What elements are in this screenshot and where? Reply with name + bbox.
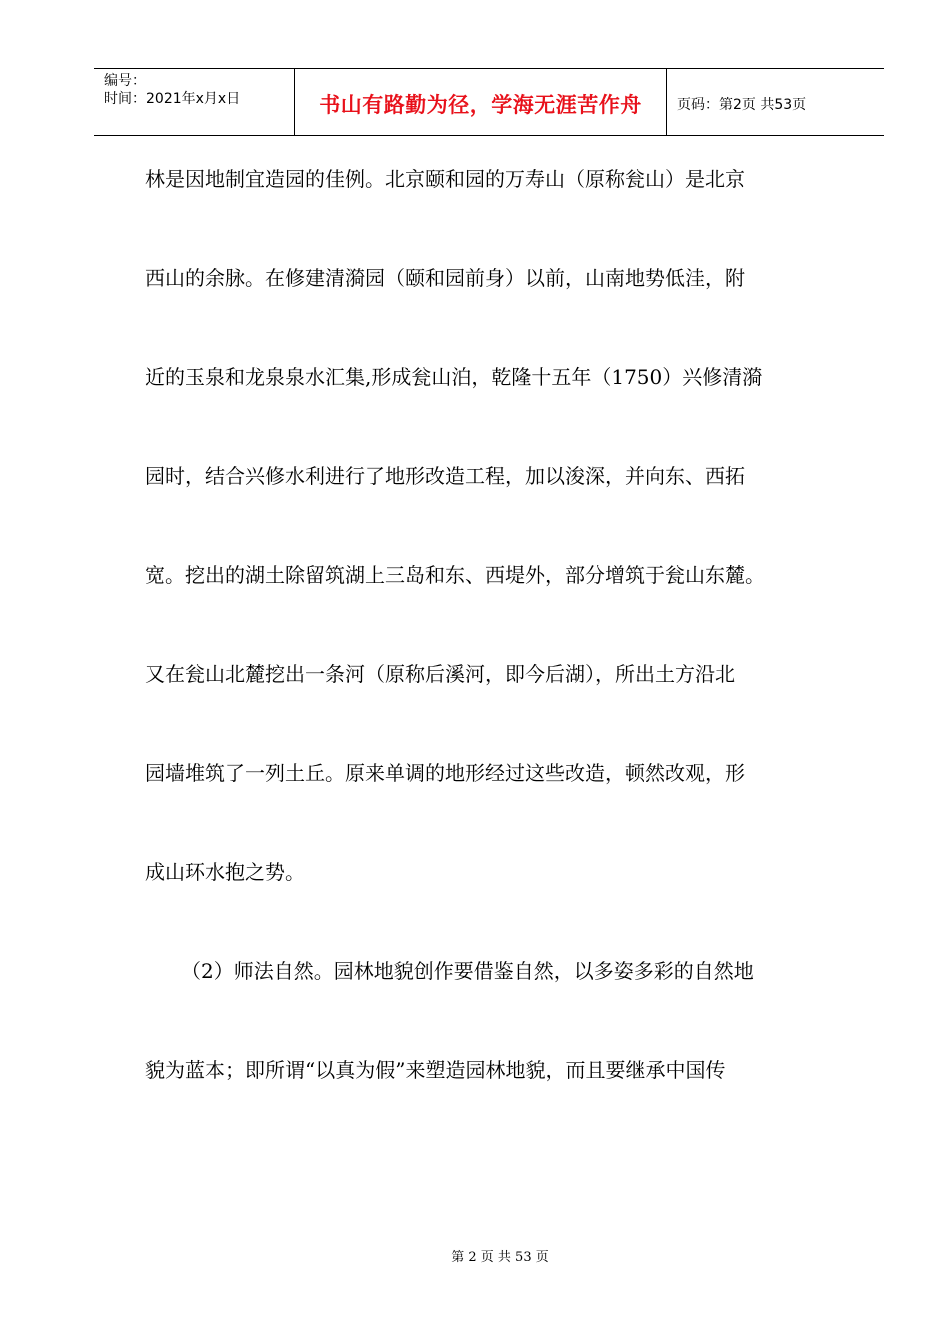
body-line: 园时，结合兴修水利进行了地形改造工程，加以浚深，并向东、西拓 bbox=[145, 464, 745, 488]
body-line: 貌为蓝本；即所谓“以真为假”来塑造园林地貌，而且要继承中国传 bbox=[145, 1058, 726, 1082]
body-line: 园墙堆筑了一列土丘。原来单调的地形经过这些改造，顿然改观，形 bbox=[145, 761, 745, 785]
header-motto-cell bbox=[295, 69, 667, 135]
header-page-code: 页码：第2页 共53页 bbox=[677, 97, 807, 113]
document-number-label: 编号： bbox=[104, 73, 146, 89]
body-line: （2）师法自然。园林地貌创作要借鉴自然，以多姿多彩的自然地 bbox=[181, 959, 754, 983]
page-header bbox=[94, 68, 884, 136]
body-line: 成山环水抱之势。 bbox=[145, 860, 305, 884]
header-meta-cell bbox=[94, 69, 295, 135]
body-line: 又在瓮山北麓挖出一条河（原称后溪河，即今后湖），所出土方沿北 bbox=[145, 662, 735, 686]
body-line: 林是因地制宜造园的佳例。北京颐和园的万寿山（原称瓮山）是北京 bbox=[145, 167, 745, 191]
footer-page-info: 第 2 页 共 53 页 bbox=[451, 1250, 549, 1265]
header-page-cell bbox=[667, 69, 884, 135]
body-line: 宽。挖出的湖土除留筑湖上三岛和东、西堤外，部分增筑于瓮山东麓。 bbox=[145, 563, 765, 587]
body-line: 近的玉泉和龙泉泉水汇集,形成瓮山泊，乾隆十五年（1750）兴修清漪 bbox=[145, 365, 763, 389]
header-motto: 书山有路勤为径，学海无涯苦作舟 bbox=[319, 93, 642, 117]
page-footer bbox=[0, 1246, 950, 1265]
document-date-label: 时间：2021年x月x日 bbox=[104, 91, 241, 107]
body-line: 西山的余脉。在修建清漪园（颐和园前身）以前，山南地势低洼，附 bbox=[145, 266, 745, 290]
